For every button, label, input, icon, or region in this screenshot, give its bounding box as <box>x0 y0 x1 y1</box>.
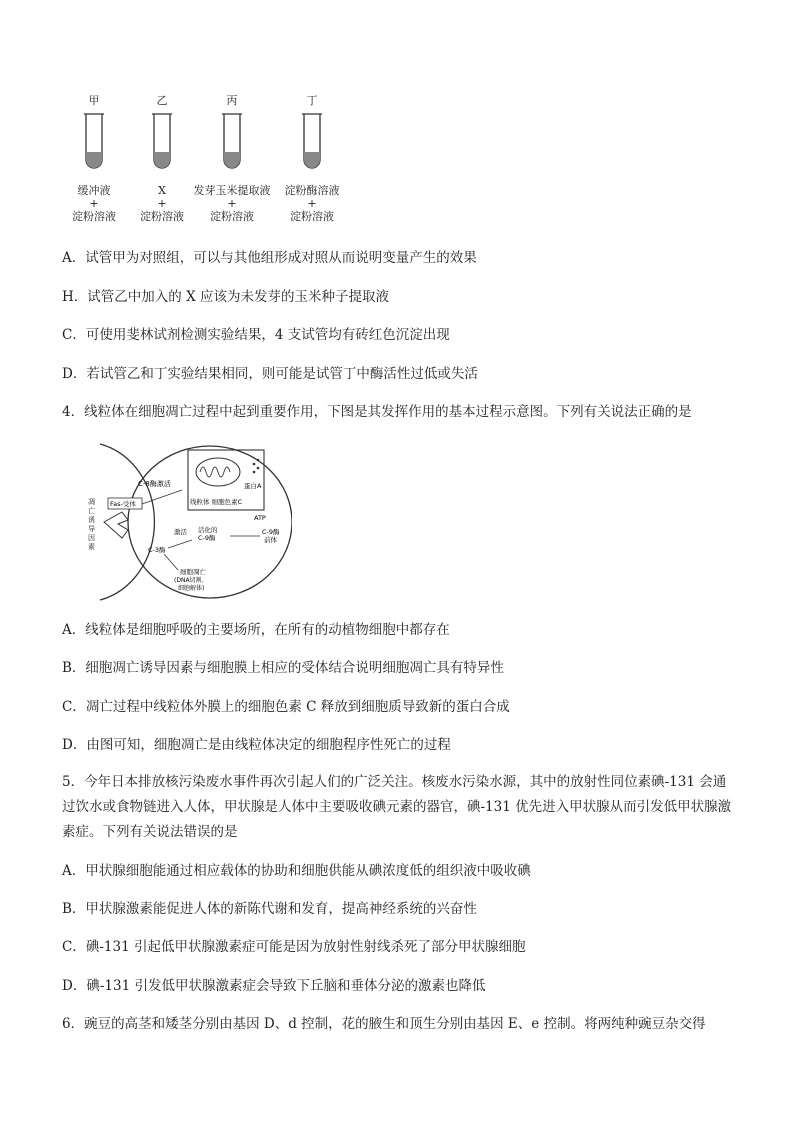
q5-stem: 5．今年日本排放核污染废水事件再次引起人们的广泛关注。核废水污染水源，其中的放射性同位素碘-131 会通过饮水或食物链进入人体，甲状腺是人体中主要吸收碘元素的器官，碘-131 优先进入甲状腺从而引发低甲状腺激素症。下列有关说法错误的是 <box>62 774 732 840</box>
q4-option-b: B．细胞凋亡诱导因素与细胞膜上相应的受体结合说明细胞凋亡具有特异性 <box>62 660 504 676</box>
q5-option-a: A．甲状腺细胞能通过相应载体的协助和细胞供能从碘浓度低的组织液中吸收碘 <box>62 863 531 879</box>
svg-text:(DNA切割、: (DNA切割、 <box>174 577 208 584</box>
c9-active-label: 活化的 <box>198 526 218 534</box>
tube-content-jia: 缓冲液 + 淀粉溶液 <box>72 184 116 223</box>
c3-label: C-3酶 <box>148 546 166 554</box>
tube-label-bing: 丙 <box>226 94 238 107</box>
activate-label: 激活 <box>174 528 187 536</box>
tube-content-ding: 淀粉酶溶液 + 淀粉溶液 <box>284 184 340 223</box>
svg-text:C-9酶: C-9酶 <box>198 534 216 542</box>
test-tube-icon <box>152 112 172 174</box>
q5-option-b: B．甲状腺激素能促进人体的新陈代谢和发育，提高神经系统的兴奋性 <box>62 901 477 917</box>
test-tube-icon <box>84 112 104 174</box>
tube-content-yi: X + 淀粉溶液 <box>140 184 184 223</box>
c8-label: C-8酶激活 <box>138 480 171 488</box>
q3-option-d: D．若试管乙和丁实验结果相同，则可能是试管丁中酶活性过低或失活 <box>62 366 478 382</box>
apoptosis-diagram <box>82 442 292 602</box>
mito-label: 线粒体 细胞色素C <box>190 498 243 506</box>
q3-option-c: C．可使用斐林试剂检测实验结果，4 支试管均有砖红色沉淀出现 <box>62 327 450 343</box>
q5-option-d: D．碘-131 引发低甲状腺激素症会导致下丘脑和垂体分泌的激素也降低 <box>62 978 486 994</box>
outside-factor-label: 凋亡诱导因素 <box>88 498 95 551</box>
tube-content-bing: 发芽玉米提取液 + 淀粉溶液 <box>193 184 271 223</box>
q4-option-d: D．由图可知，细胞凋亡是由线粒体决定的细胞程序性死亡的过程 <box>62 737 451 753</box>
svg-text:前体: 前体 <box>264 536 277 544</box>
q3-option-b: H．试管乙中加入的 X 应该为未发芽的玉米种子提取液 <box>62 289 389 305</box>
tube-label-jia: 甲 <box>88 94 100 107</box>
test-tube-icon <box>302 112 322 174</box>
q4-option-a: A．线粒体是细胞呼吸的主要场所，在所有的动植物细胞中都存在 <box>62 622 450 638</box>
q4-option-c: C．凋亡过程中线粒体外膜上的细胞色素 C 释放到细胞质导致新的蛋白合成 <box>62 699 510 715</box>
q5-option-c: C．碘-131 引起低甲状腺激素症可能是因为放射性射线杀死了部分甲状腺细胞 <box>62 939 526 955</box>
test-tube-icon <box>222 112 242 174</box>
tube-label-yi: 乙 <box>156 94 168 107</box>
protein-a-label: 蛋白A <box>244 482 262 490</box>
apoptosis-label: 细胞凋亡 <box>180 568 206 576</box>
test-tube-figure <box>62 86 362 226</box>
tube-label-ding: 丁 <box>306 94 318 107</box>
q3-option-a: A．试管甲为对照组，可以与其他组形成对照从而说明变量产生的效果 <box>62 250 477 266</box>
q4-stem: 4．线粒体在细胞凋亡过程中起到重要作用，下图是其发挥作用的基本过程示意图。下列有关说法正确的是 <box>62 404 692 420</box>
atp-label: ATP <box>254 514 266 522</box>
receptor-label: Fas-受体 <box>110 500 136 508</box>
c9-precursor-label: C-9酶 <box>262 528 280 536</box>
q6-stem: 6．豌豆的高茎和矮茎分别由基因 D、d 控制，花的腋生和顶生分别由基因 E、e 控制。将两纯种豌豆杂交得 <box>62 1016 706 1032</box>
svg-text:细胞解体): 细胞解体) <box>178 585 205 592</box>
